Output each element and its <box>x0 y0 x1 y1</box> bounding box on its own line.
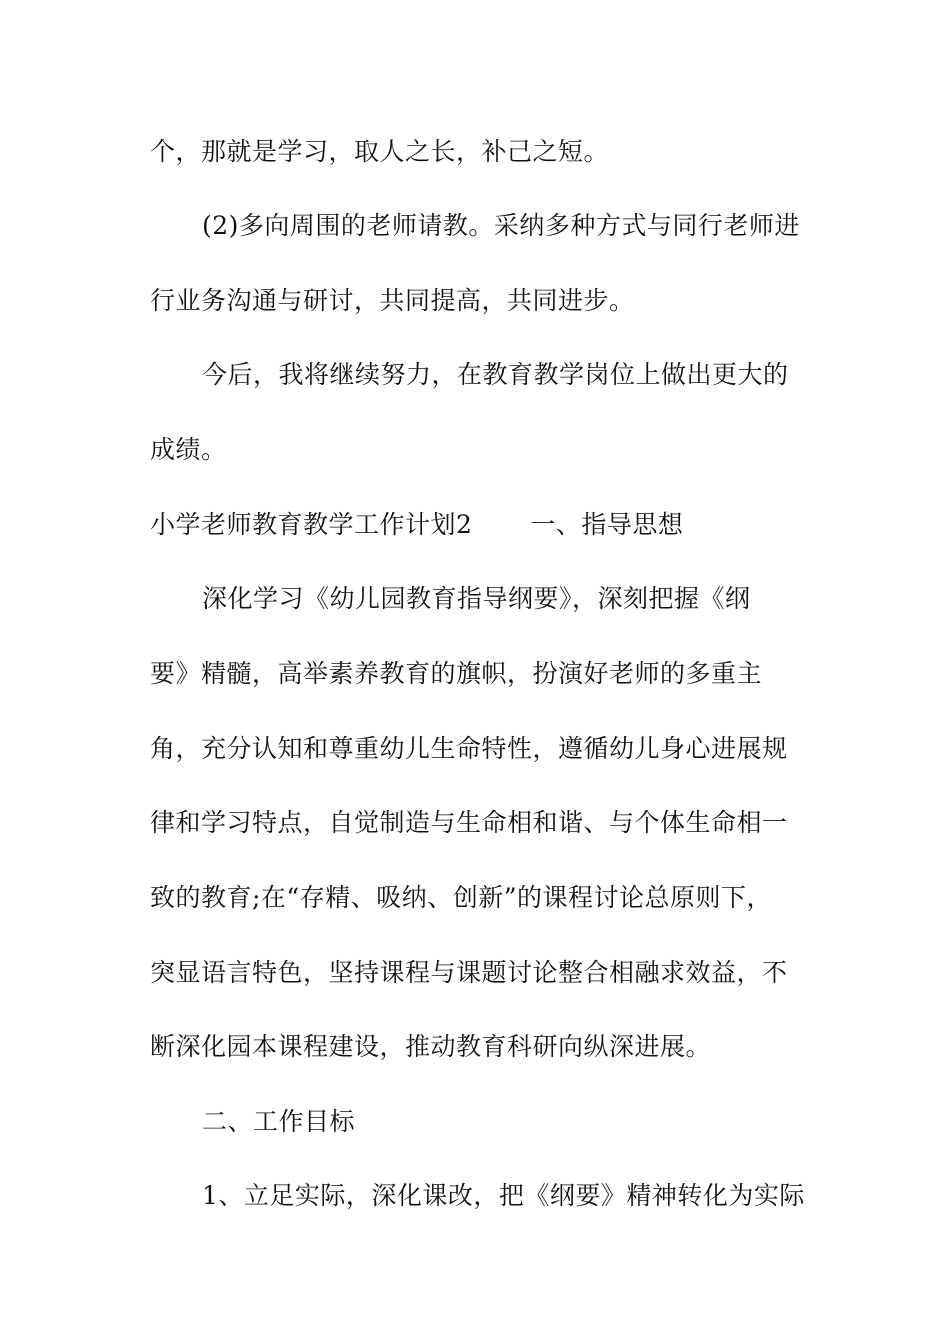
section-title-line <box>150 510 683 540</box>
section-heading: 一、指导思想 <box>530 510 684 539</box>
section-heading: 二、工作目标 <box>202 1107 356 1136</box>
paragraph-line: 律和学习特点，自觉制造与生命相和谐、与个体生命相一 <box>150 808 788 837</box>
paragraph-line: 深化学习《幼儿园教育指导纲要》，深刻把握《纲 <box>202 584 751 613</box>
paragraph-line: 1、立足实际，深化课改，把《纲要》精神转化为实际 <box>202 1181 805 1210</box>
paragraph-line: 今后，我将继续努力，在教育教学岗位上做出更大的 <box>202 360 789 389</box>
paragraph-line: 断深化园本课程建设，推动教育科研向纵深进展。 <box>150 1032 712 1061</box>
paragraph-line: 要》精髓，高举素养教育的旗帜，扮演好老师的多重主 <box>150 659 763 688</box>
paragraph-line: 个，那就是学习，取人之长，补己之短。 <box>150 137 610 166</box>
paragraph-line: 成绩。 <box>150 435 227 464</box>
paragraph-line: (2)多向周围的老师请教。采纳多种方式与同行老师进 <box>202 211 800 240</box>
paragraph-line: 角，充分认知和尊重幼儿生命特性，遵循幼儿身心进展规 <box>150 734 788 763</box>
paragraph-line: 突显语言特色，坚持课程与课题讨论整合相融求效益，不 <box>150 958 788 987</box>
paragraph-line: 行业务沟通与研讨，共同提高，共同进步。 <box>150 286 635 315</box>
paragraph-line: 致的教育;在“存精、吸纳、创新”的课程讨论总原则下， <box>150 883 772 912</box>
plan-title: 小学老师教育教学工作计划2 <box>150 510 473 539</box>
